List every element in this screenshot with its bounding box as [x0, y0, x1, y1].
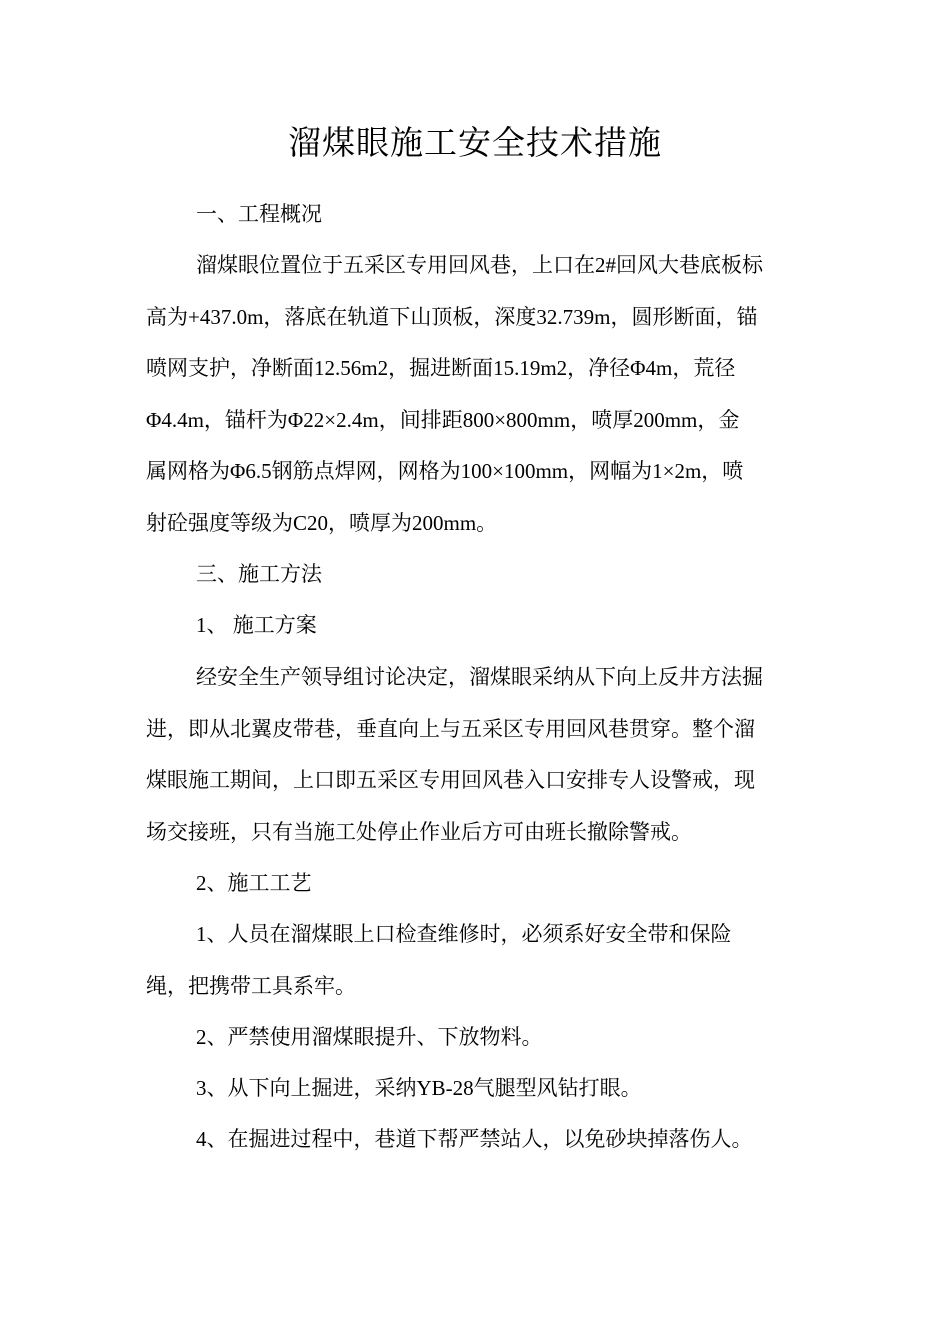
- paragraph-line: 进，即从北翼皮带巷，垂直向上与五采区专用回风巷贯穿。整个溜: [146, 716, 755, 741]
- paragraph-line: 1、人员在溜煤眼上口检查维修时，必须系好安全带和保险: [196, 922, 732, 946]
- subsection-heading-process: [146, 858, 806, 910]
- paragraph-line: 射砼强度等级为C20，喷厚为200mm。: [146, 510, 498, 535]
- document-title: 溜煤眼施工安全技术措施: [288, 126, 662, 162]
- paragraph-line: 溜煤眼位置位于五采区专用回风巷，上口在2#回风大巷底板标: [196, 253, 763, 277]
- paragraph-line: 2、严禁使用溜煤眼提升、下放物料。: [196, 1025, 543, 1049]
- paragraph-line: 高为+437.0m，落底在轨道下山顶板，深度32.739m，圆形断面，锚: [146, 304, 758, 329]
- paragraph-line: 绳，把携带工具系牢。: [146, 973, 356, 998]
- process-item-4: [146, 1114, 806, 1166]
- section-heading-overview: [146, 189, 856, 241]
- section-heading-text: 三、施工方法: [196, 562, 322, 586]
- paragraph-line: 煤眼施工期间，上口即五采区专用回风巷入口安排专人设警戒，现: [146, 768, 755, 792]
- section-heading-text: 一、工程概况: [196, 202, 322, 226]
- plan-paragraph: [146, 652, 806, 858]
- paragraph-line: 属网格为Φ6.5钢筋点焊网，网格为100×100mm，网幅为1×2m，喷: [146, 459, 744, 483]
- paragraph-line: Φ4.4m，锚杆为Φ22×2.4m，间排距800×800mm，喷厚200mm，金: [146, 407, 740, 432]
- paragraph-line: 场交接班，只有当施工处停止作业后方可由班长撤除警戒。: [146, 819, 692, 844]
- paragraph-line: 3、从下向上掘进，采纳YB-28气腿型风钻打眼。: [196, 1076, 642, 1100]
- section-heading-method: [146, 549, 806, 601]
- subsection-heading-plan: [146, 600, 806, 652]
- process-item-1: [146, 909, 806, 1012]
- paragraph-line: 经安全生产领导组讨论决定，溜煤眼采纳从下向上反井方法掘: [196, 665, 763, 689]
- subsection-heading-text: 1、 施工方案: [196, 613, 317, 637]
- overview-paragraph: [146, 240, 806, 549]
- process-item-3: [146, 1063, 806, 1115]
- paragraph-line: 4、在掘进过程中，巷道下帮严禁站人，以免砂块掉落伤人。: [196, 1127, 753, 1151]
- process-item-2: [146, 1012, 806, 1064]
- paragraph-line: 喷网支护，净断面12.56m2，掘进断面15.19m2，净径Φ4m，荒径: [146, 356, 736, 380]
- subsection-heading-text: 2、施工工艺: [196, 871, 312, 895]
